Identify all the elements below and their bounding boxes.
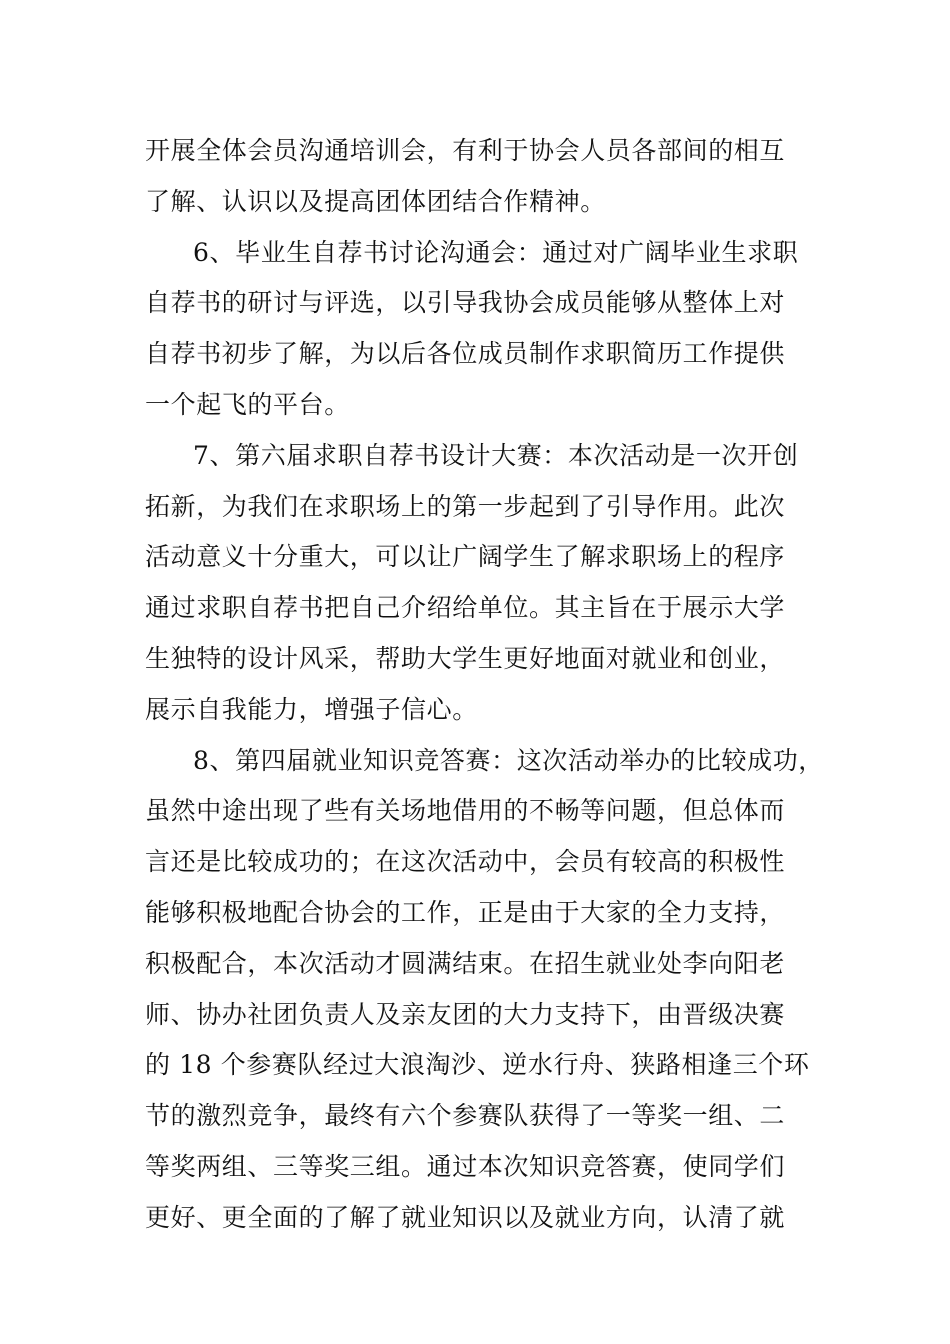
text-line: 7、第六届求职自荐书设计大赛：本次活动是一次开创 xyxy=(193,440,799,470)
text-line: 自荐书初步了解，为以后各位成员制作求职简历工作提供 xyxy=(145,339,786,369)
text-line: 虽然中途出现了些有关场地借用的不畅等问题，但总体而 xyxy=(145,796,786,826)
text-line: 节的激烈竞争，最终有六个参赛队获得了一等奖一组、二 xyxy=(145,1101,786,1131)
text-line: 了解、认识以及提高团体团结合作精神。 xyxy=(145,186,606,216)
text-line: 言还是比较成功的；在这次活动中，会员有较高的积极性 xyxy=(145,847,786,877)
text-line: 更好、更全面的了解了就业知识以及就业方向，认清了就 xyxy=(145,1202,786,1232)
text-line: 活动意义十分重大，可以让广阔学生了解求职场上的程序 xyxy=(145,542,786,572)
text-line: 能够积极地配合协会的工作，正是由于大家的全力支持， xyxy=(145,897,786,927)
text-line: 6、毕业生自荐书讨论沟通会：通过对广阔毕业生求职 xyxy=(193,237,799,267)
text-line: 一个起飞的平台。 xyxy=(145,389,350,419)
text-line: 通过求职自荐书把自己介绍给单位。其主旨在于展示大学 xyxy=(145,593,786,623)
body-text xyxy=(145,126,824,1244)
text-line: 拓新，为我们在求职场上的第一步起到了引导作用。此次 xyxy=(145,491,786,521)
text-line: 8、第四届就业知识竞答赛：这次活动举办的比较成功， xyxy=(193,745,824,775)
text-line: 展示自我能力，增强子信心。 xyxy=(145,694,478,724)
text-line: 师、协办社团负责人及亲友团的大力支持下，由晋级决赛 xyxy=(145,999,786,1029)
text-line: 的 18 个参赛队经过大浪淘沙、逆水行舟、狭路相逢三个环 xyxy=(145,1050,810,1080)
text-line: 开展全体会员沟通培训会，有利于协会人员各部间的相互 xyxy=(145,136,786,165)
text-line: 生独特的设计风采，帮助大学生更好地面对就业和创业， xyxy=(145,643,786,673)
text-line: 等奖两组、三等奖三组。通过本次知识竞答赛，使同学们 xyxy=(145,1151,786,1181)
text-line: 自荐书的研讨与评选，以引导我协会成员能够从整体上对 xyxy=(145,288,786,318)
text-line: 积极配合，本次活动才圆满结束。在招生就业处李向阳老 xyxy=(145,948,786,978)
